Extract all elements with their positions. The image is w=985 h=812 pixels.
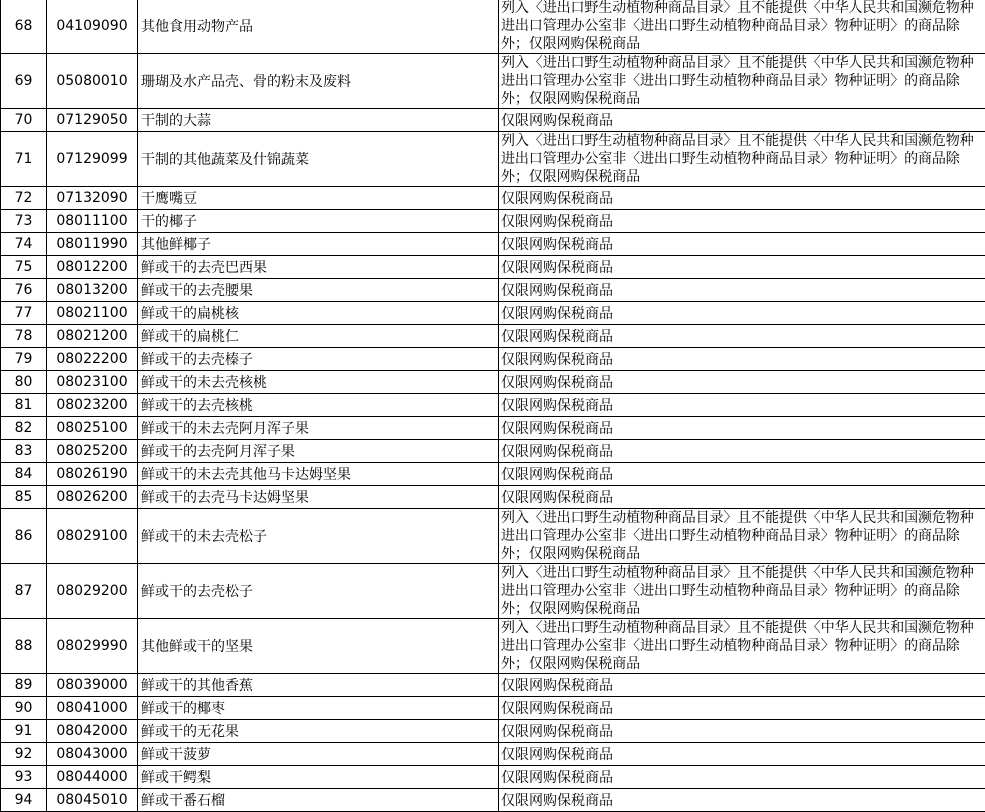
table-row	[1, 789, 985, 812]
table-row	[1, 440, 985, 463]
hs-code: 08025200	[47, 440, 138, 463]
row-number: 77	[1, 302, 47, 325]
hs-code: 05080010	[47, 54, 138, 109]
product-name: 鲜或干鳄梨	[138, 766, 499, 789]
product-name: 鲜或干的未去壳核桃	[138, 371, 499, 394]
table-row	[1, 279, 985, 302]
hs-code: 08041000	[47, 697, 138, 720]
remark: 仅限网购保税商品	[499, 697, 985, 720]
table-row	[1, 233, 985, 256]
table-row	[1, 394, 985, 417]
row-number: 71	[1, 132, 47, 187]
table-row	[1, 509, 985, 564]
product-name: 鲜或干的未去壳松子	[138, 509, 499, 564]
remark: 列入〈进出口野生动植物种商品目录〉且不能提供〈中华人民共和国濒危物种进出口管理办公室非〈进出口野生动植物种商品目录〉物种证明〉的商品除外；仅限网购保税商品	[499, 54, 985, 109]
table-row	[1, 486, 985, 509]
product-name: 鲜或干番石榴	[138, 789, 499, 812]
remark: 仅限网购保税商品	[499, 394, 985, 417]
hs-code: 08044000	[47, 766, 138, 789]
product-name: 鲜或干的扁桃核	[138, 302, 499, 325]
product-name: 其他鲜椰子	[138, 233, 499, 256]
row-number: 82	[1, 417, 47, 440]
remark: 仅限网购保税商品	[499, 256, 985, 279]
hs-code: 08045010	[47, 789, 138, 812]
table-row	[1, 720, 985, 743]
row-number: 80	[1, 371, 47, 394]
remark: 仅限网购保税商品	[499, 348, 985, 371]
table-row	[1, 697, 985, 720]
remark: 列入〈进出口野生动植物种商品目录〉且不能提供〈中华人民共和国濒危物种进出口管理办公室非〈进出口野生动植物种商品目录〉物种证明〉的商品除外；仅限网购保税商品	[499, 564, 985, 619]
row-number: 78	[1, 325, 47, 348]
product-name: 其他食用动物产品	[138, 0, 499, 54]
remark: 仅限网购保税商品	[499, 109, 985, 132]
row-number: 79	[1, 348, 47, 371]
row-number: 81	[1, 394, 47, 417]
remark: 仅限网购保税商品	[499, 789, 985, 812]
product-name: 鲜或干的去壳马卡达姆坚果	[138, 486, 499, 509]
table-row	[1, 743, 985, 766]
hs-code: 08011990	[47, 233, 138, 256]
row-number: 86	[1, 509, 47, 564]
remark: 列入〈进出口野生动植物种商品目录〉且不能提供〈中华人民共和国濒危物种进出口管理办公室非〈进出口野生动植物种商品目录〉物种证明〉的商品除外；仅限网购保税商品	[499, 619, 985, 674]
product-name: 鲜或干的去壳腰果	[138, 279, 499, 302]
row-number: 72	[1, 187, 47, 210]
table-row	[1, 463, 985, 486]
row-number: 74	[1, 233, 47, 256]
hs-code: 08026200	[47, 486, 138, 509]
remark: 仅限网购保税商品	[499, 743, 985, 766]
hs-code: 08043000	[47, 743, 138, 766]
remark: 仅限网购保税商品	[499, 417, 985, 440]
table-row	[1, 325, 985, 348]
row-number: 87	[1, 564, 47, 619]
table-row	[1, 256, 985, 279]
row-number: 70	[1, 109, 47, 132]
row-number: 94	[1, 789, 47, 812]
hs-code: 07132090	[47, 187, 138, 210]
table-row	[1, 619, 985, 674]
table-row	[1, 371, 985, 394]
remark: 仅限网购保税商品	[499, 486, 985, 509]
remark: 仅限网购保税商品	[499, 371, 985, 394]
remark: 仅限网购保税商品	[499, 463, 985, 486]
hs-code: 08029990	[47, 619, 138, 674]
row-number: 90	[1, 697, 47, 720]
remark: 列入〈进出口野生动植物种商品目录〉且不能提供〈中华人民共和国濒危物种进出口管理办公室非〈进出口野生动植物种商品目录〉物种证明〉的商品除外；仅限网购保税商品	[499, 132, 985, 187]
row-number: 83	[1, 440, 47, 463]
product-name: 干制的其他蔬菜及什锦蔬菜	[138, 132, 499, 187]
table-row	[1, 132, 985, 187]
table-row	[1, 348, 985, 371]
hs-code: 08022200	[47, 348, 138, 371]
remark: 列入〈进出口野生动植物种商品目录〉且不能提供〈中华人民共和国濒危物种进出口管理办公室非〈进出口野生动植物种商品目录〉物种证明〉的商品除外；仅限网购保税商品	[499, 509, 985, 564]
hs-code: 08039000	[47, 674, 138, 697]
row-number: 84	[1, 463, 47, 486]
hs-code: 08026190	[47, 463, 138, 486]
hs-code: 07129099	[47, 132, 138, 187]
product-name: 鲜或干的未去壳阿月浑子果	[138, 417, 499, 440]
product-name: 鲜或干的其他香蕉	[138, 674, 499, 697]
remark: 仅限网购保税商品	[499, 325, 985, 348]
row-number: 85	[1, 486, 47, 509]
product-name: 鲜或干的去壳核桃	[138, 394, 499, 417]
row-number: 76	[1, 279, 47, 302]
hs-code: 08029200	[47, 564, 138, 619]
hs-code: 07129050	[47, 109, 138, 132]
table-row	[1, 0, 985, 54]
product-name: 珊瑚及水产品壳、骨的粉末及废料	[138, 54, 499, 109]
product-name: 鲜或干的去壳巴西果	[138, 256, 499, 279]
row-number: 92	[1, 743, 47, 766]
remark: 仅限网购保税商品	[499, 187, 985, 210]
hs-code: 08042000	[47, 720, 138, 743]
product-name: 鲜或干的无花果	[138, 720, 499, 743]
product-name: 干鹰嘴豆	[138, 187, 499, 210]
remark: 仅限网购保税商品	[499, 674, 985, 697]
hs-code: 08021200	[47, 325, 138, 348]
product-name: 鲜或干菠萝	[138, 743, 499, 766]
product-name: 鲜或干的扁桃仁	[138, 325, 499, 348]
table-row	[1, 564, 985, 619]
hs-code: 08011100	[47, 210, 138, 233]
hs-code: 08029100	[47, 509, 138, 564]
table-row	[1, 302, 985, 325]
row-number: 89	[1, 674, 47, 697]
remark: 仅限网购保税商品	[499, 302, 985, 325]
product-name: 干的椰子	[138, 210, 499, 233]
hs-code: 08025100	[47, 417, 138, 440]
row-number: 69	[1, 54, 47, 109]
remark: 仅限网购保税商品	[499, 279, 985, 302]
product-name: 其他鲜或干的坚果	[138, 619, 499, 674]
remark: 仅限网购保税商品	[499, 440, 985, 463]
row-number: 93	[1, 766, 47, 789]
table-row	[1, 766, 985, 789]
row-number: 68	[1, 0, 47, 54]
remark: 仅限网购保税商品	[499, 766, 985, 789]
remark: 仅限网购保税商品	[499, 210, 985, 233]
hs-code: 08023200	[47, 394, 138, 417]
remark: 列入〈进出口野生动植物种商品目录〉且不能提供〈中华人民共和国濒危物种进出口管理办公室非〈进出口野生动植物种商品目录〉物种证明〉的商品除外；仅限网购保税商品	[499, 0, 985, 54]
table-row	[1, 210, 985, 233]
row-number: 75	[1, 256, 47, 279]
hs-code: 08021100	[47, 302, 138, 325]
row-number: 91	[1, 720, 47, 743]
product-name: 鲜或干的未去壳其他马卡达姆坚果	[138, 463, 499, 486]
table-row	[1, 109, 985, 132]
table-row	[1, 54, 985, 109]
product-name: 鲜或干的椰枣	[138, 697, 499, 720]
row-number: 73	[1, 210, 47, 233]
row-number: 88	[1, 619, 47, 674]
hs-code: 08012200	[47, 256, 138, 279]
table-row	[1, 187, 985, 210]
product-name: 干制的大蒜	[138, 109, 499, 132]
remark: 仅限网购保税商品	[499, 233, 985, 256]
product-name: 鲜或干的去壳松子	[138, 564, 499, 619]
product-name: 鲜或干的去壳榛子	[138, 348, 499, 371]
hs-code: 08023100	[47, 371, 138, 394]
remark: 仅限网购保税商品	[499, 720, 985, 743]
hs-code: 08013200	[47, 279, 138, 302]
table-row	[1, 417, 985, 440]
table-row	[1, 674, 985, 697]
hs-code: 04109090	[47, 0, 138, 54]
goods-table-body	[1, 0, 985, 812]
product-name: 鲜或干的去壳阿月浑子果	[138, 440, 499, 463]
